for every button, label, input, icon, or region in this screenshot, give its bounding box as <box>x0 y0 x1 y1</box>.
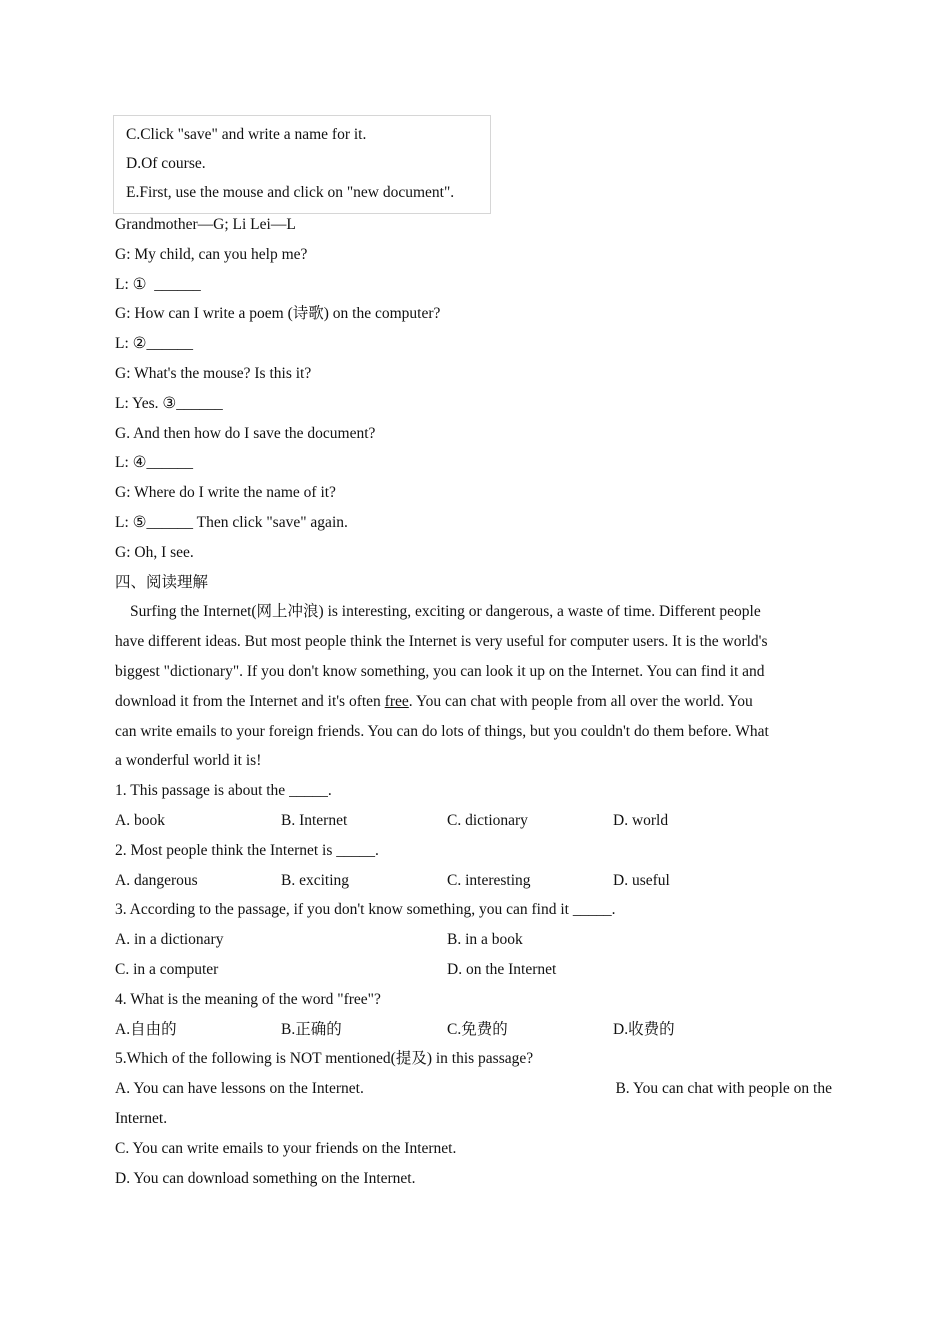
dialogue-line: G: My child, can you help me? <box>115 245 308 263</box>
passage-line: Surfing the Internet(网上冲浪) is interesting, exciting or dangerous, a waste of time. Different people <box>130 603 761 621</box>
dialogue-line: G: How can I write a poem (诗歌) on the computer? <box>115 305 441 323</box>
option: C. in a computer <box>115 960 219 978</box>
option: D. useful <box>613 871 670 889</box>
passage-line: can write emails to your foreign friends. You can do lots of things, but you couldn't do them before. What <box>115 722 769 740</box>
option: B. exciting <box>281 871 350 889</box>
passage-line: biggest "dictionary". If you don't know something, you can look it up on the Internet. You can find it and <box>115 662 765 680</box>
question-stem: 5.Which of the following is NOT mentioned(提及) in this passage? <box>115 1050 534 1068</box>
option: D.收费的 <box>613 1020 675 1038</box>
question-stem: 2. Most people think the Internet is _____. <box>115 841 379 859</box>
dialogue-line: L: ④______ <box>115 454 194 472</box>
question-options <box>115 1015 835 1045</box>
option: C. dictionary <box>447 811 528 829</box>
option: D. world <box>613 811 669 829</box>
option: D. You can download something on the Internet. <box>115 1169 416 1187</box>
option-continuation: Internet. <box>115 1109 168 1127</box>
text: download it from the Internet and it's often <box>115 692 385 710</box>
text: . You can chat with people from all over the world. You <box>408 692 753 710</box>
dialogue-line: L: ① ______ <box>115 275 201 293</box>
option: D. on the Internet <box>447 960 557 978</box>
option: B. Internet <box>281 811 348 829</box>
passage-line: a wonderful world it is! <box>115 752 262 770</box>
document-body <box>115 210 835 1193</box>
question-options <box>115 806 835 836</box>
question-stem: 3. According to the passage, if you don't know something, you can find it _____. <box>115 901 616 919</box>
option: A. You can have lessons on the Internet. <box>115 1080 364 1098</box>
dialogue-line: G. And then how do I save the document? <box>115 424 376 442</box>
dialogue-line: L: ②______ <box>115 335 194 353</box>
dialogue-line: G: Oh, I see. <box>115 543 194 561</box>
option: A. in a dictionary <box>115 931 224 949</box>
option: B. in a book <box>447 931 523 949</box>
option: C.免费的 <box>447 1020 508 1038</box>
question-options <box>115 866 835 896</box>
dialogue-line: Grandmother—G; Li Lei—L <box>115 216 296 233</box>
box-option-d: D.Of course. <box>126 155 206 172</box>
dialogue-line: G: Where do I write the name of it? <box>115 484 336 502</box>
option: A. dangerous <box>115 871 198 889</box>
section-title: 四、阅读理解 <box>115 573 209 591</box>
dialogue-line: L: Yes. ③______ <box>115 394 223 412</box>
dialogue-line: G: What's the mouse? Is this it? <box>115 364 312 382</box>
option: C. You can write emails to your friends on the Internet. <box>115 1139 457 1157</box>
passage-line: have different ideas. But most people think the Internet is very useful for computer users. It is the world's <box>115 633 768 651</box>
question-options <box>115 1074 832 1104</box>
passage-line <box>115 687 835 717</box>
question-options <box>115 955 835 985</box>
question-stem: 4. What is the meaning of the word "free"? <box>115 990 381 1008</box>
box-option-c: C.Click "save" and write a name for it. <box>126 126 367 143</box>
question-options <box>115 925 835 955</box>
option: A. book <box>115 811 165 829</box>
question-stem: 1. This passage is about the _____. <box>115 782 332 800</box>
option: A.自由的 <box>115 1020 177 1038</box>
box-option-e: E.First, use the mouse and click on "new document". <box>126 184 455 201</box>
option: C. interesting <box>447 871 531 889</box>
option: B. You can chat with people on the <box>615 1080 832 1098</box>
underlined-word: free <box>384 692 409 710</box>
option: B.正确的 <box>281 1020 342 1038</box>
options-box <box>113 115 491 214</box>
dialogue-line: L: ⑤______ Then click "save" again. <box>115 513 348 531</box>
